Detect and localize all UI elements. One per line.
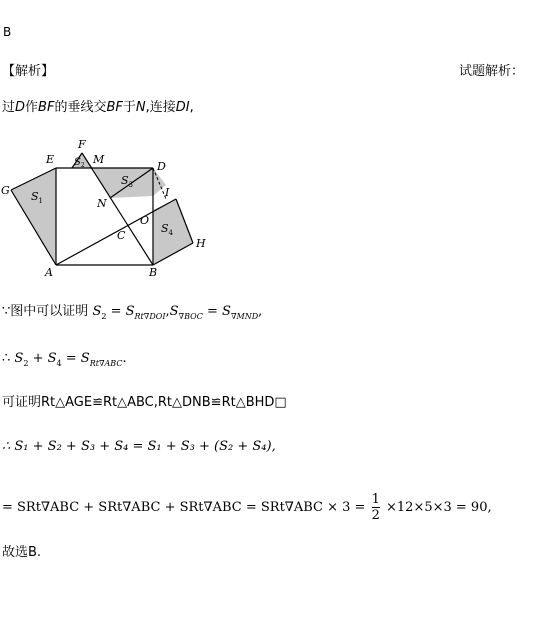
- eq2-s2: $S_2$: [14, 351, 29, 368]
- geometry-figure: [0, 0, 534, 300]
- intro-text: 作: [25, 100, 39, 115]
- label-S4: $S_4$: [161, 222, 174, 237]
- label-I: I: [165, 186, 170, 199]
- conclusion: 故选B.: [2, 545, 42, 560]
- therefore-symbol: ∴: [2, 351, 11, 366]
- intro-segment-bf: BF: [38, 100, 55, 115]
- intro-text: 于: [122, 100, 136, 115]
- label-A: A: [45, 266, 53, 279]
- intro-text: ,连接: [145, 100, 176, 115]
- label-S2: $S_2$: [74, 157, 85, 169]
- label-D: D: [157, 160, 166, 173]
- label-N: N: [97, 197, 107, 210]
- eq1-text: 图中可以证明: [10, 304, 89, 319]
- eq5-fraction: $\frac{1}{2}$: [371, 492, 380, 523]
- eq2-end: .: [122, 351, 127, 366]
- eq1-s-mnd: $S_{\nabla MND}$: [222, 304, 259, 321]
- label-E: E: [46, 153, 55, 166]
- equation-5: [2, 493, 492, 522]
- analysis-label: 【解析】: [2, 64, 55, 79]
- because-symbol: ∵: [2, 304, 11, 319]
- eq1-comma: ,: [165, 304, 170, 319]
- eq1-equals: =: [110, 304, 122, 319]
- analysis-title: 试题解析：: [459, 64, 525, 79]
- eq1-end: ,: [258, 304, 263, 319]
- eq1-s-boc: $S_{\nabla BOC}$: [169, 304, 203, 321]
- eq1-equals: =: [206, 304, 218, 319]
- answer: B: [3, 25, 12, 39]
- eq1-s-dodi: $S_{Rt\nabla DOI}$: [125, 304, 166, 321]
- eq2-s-abc: $S_{Rt\nabla ABC}$: [80, 351, 123, 368]
- shade-s1: [11, 168, 56, 265]
- eq5-tail: ×12×5×3 = 90,: [386, 500, 492, 515]
- intro-point-n: N: [135, 100, 146, 115]
- label-G: G: [1, 184, 10, 197]
- eq2-equals: =: [65, 351, 77, 366]
- intro-text: ,: [189, 100, 194, 115]
- label-M: M: [93, 153, 105, 166]
- intro-text: 过: [2, 100, 16, 115]
- eq1-s2: $S_2$: [92, 304, 107, 321]
- intro-segment-di: DI: [175, 100, 190, 115]
- eq2-s4: $S_4$: [47, 351, 62, 368]
- equation-2: [2, 352, 127, 368]
- equation-1: [2, 305, 262, 321]
- label-C: C: [117, 229, 126, 242]
- intro-point-d: D: [15, 100, 26, 115]
- intro-text: 的垂线交: [54, 100, 107, 115]
- label-S3: $S_3$: [121, 174, 134, 189]
- label-B: B: [149, 266, 158, 279]
- intro-segment-bf: BF: [106, 100, 123, 115]
- equation-4: ∴ S₁ + S₂ + S₃ + S₄ = S₁ + S₃ + (S₂ + S₄),: [2, 439, 276, 454]
- label-O: O: [140, 214, 150, 227]
- eq5-rhs: = SRt∇ABC + SRt∇ABC + SRt∇ABC = SRt∇ABC × 3 =: [2, 500, 366, 515]
- eq2-plus: +: [32, 351, 44, 366]
- label-F: F: [78, 138, 86, 151]
- equation-3: 可证明Rt△AGE≌Rt△ABC,Rt△DNB≌Rt△BHD□: [2, 395, 287, 410]
- label-H: H: [196, 237, 206, 250]
- label-S1: $S_1$: [31, 190, 44, 205]
